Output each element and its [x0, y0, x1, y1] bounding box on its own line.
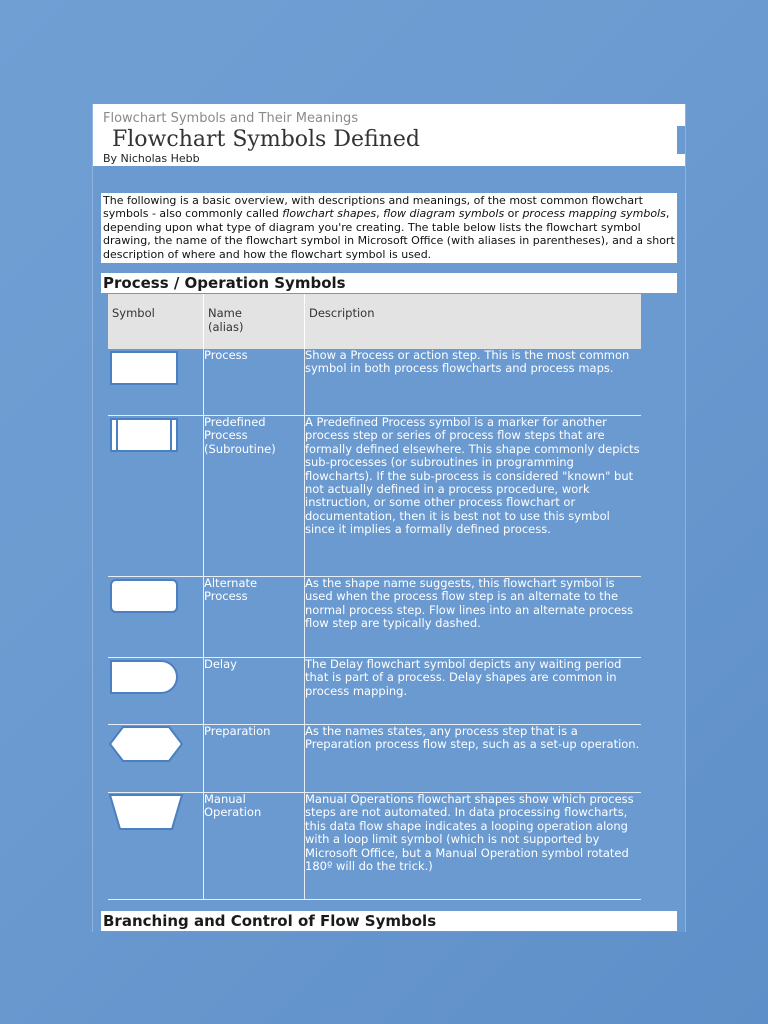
- column-header-name: [204, 294, 305, 349]
- symbol-name: Process: [204, 348, 248, 362]
- symbol-cell: [108, 658, 204, 725]
- table-header-row: [108, 294, 641, 349]
- description-cell: The Delay flowchart symbol depicts any waiting period that is part of a process. Delay shapes are common in process mapping.: [305, 658, 642, 725]
- symbol-name: Preparation: [204, 724, 271, 738]
- symbols-table: [108, 294, 641, 900]
- symbol-name: Predefined Process: [204, 415, 266, 443]
- preparation-shape-icon: [108, 725, 184, 763]
- intro-term-flow-diagram-symbols: flow diagram symbols: [383, 207, 505, 221]
- table-row: [108, 725, 641, 793]
- intro-separator-1: ,: [376, 207, 384, 221]
- process-shape-icon: [108, 349, 180, 387]
- column-header-symbol: Symbol: [108, 294, 204, 349]
- column-header-description: Description: [305, 294, 642, 349]
- intro-text-1: The following is a basic overview, with descriptions and meanings, of the most common flowchart symbols - also commonly called: [103, 194, 643, 221]
- column-header-name-label: Name: [208, 306, 242, 320]
- intro-text-2: , depending upon what type of diagram you're creating. The table below lists the flowchart symbol drawing, the name of the flowchart symbol in Microsoft Office (with aliases in parentheses), and a short description of where and how the flowchart symbol is used.: [103, 207, 675, 261]
- name-cell: [204, 349, 305, 416]
- intro-term-process-mapping-symbols: process mapping symbols: [522, 207, 666, 221]
- symbol-cell: [108, 349, 204, 416]
- header-box: [93, 104, 685, 166]
- byline: By Nicholas Hebb: [103, 152, 200, 165]
- name-cell: [204, 725, 305, 793]
- header-notch: [677, 126, 685, 154]
- intro-separator-2: or: [504, 207, 523, 221]
- column-header-alias-label: (alias): [208, 320, 244, 334]
- intro-term-flowchart-shapes: flowchart shapes: [282, 207, 377, 221]
- description-cell: As the names states, any process step that is a Preparation process flow step, such as a set-up operation.: [305, 725, 642, 793]
- symbol-name: Delay: [204, 657, 237, 671]
- symbol-name: Alternate Process: [204, 576, 258, 604]
- name-cell: [204, 658, 305, 725]
- symbol-cell: [108, 725, 204, 793]
- description-cell: Show a Process or action step. This is the most common symbol in both process flowcharts and process maps.: [305, 349, 642, 416]
- page-title: Flowchart Symbols Defined: [112, 127, 420, 152]
- series-title: Flowchart Symbols and Their Meanings: [103, 111, 359, 126]
- name-cell: [204, 577, 305, 658]
- symbol-alias: (Subroutine): [204, 441, 276, 456]
- description-cell: Manual Operations flowchart shapes show which process steps are not automated. In data processing flowcharts, this data flow shape indicates a looping operation along with a loop limit symbol (which is not supported by Microsoft Office, but a Manual Operation symbol rotated 180º will do the trick.): [305, 793, 642, 900]
- alternate-process-shape-icon: [108, 577, 180, 615]
- symbol-cell: [108, 416, 204, 577]
- table-row: [108, 793, 641, 900]
- symbol-name: Manual Operation: [204, 792, 262, 820]
- table-row: [108, 577, 641, 658]
- manual-operation-shape-icon: [108, 793, 184, 831]
- section-header-process: Process / Operation Symbols: [101, 273, 677, 293]
- symbol-cell: [108, 577, 204, 658]
- table-row: [108, 349, 641, 416]
- delay-shape-icon: [108, 658, 180, 696]
- name-cell: [204, 793, 305, 900]
- table-row: [108, 658, 641, 725]
- symbol-cell: [108, 793, 204, 900]
- document-page: [92, 104, 686, 932]
- name-cell: [204, 416, 305, 577]
- intro-paragraph: [101, 193, 677, 263]
- description-cell: A Predefined Process symbol is a marker for another process step or series of process flow steps that are formally defined elsewhere. This shape commonly depicts sub-processes (or subroutines in programming flowcharts). If the sub-process is considered "known" but not actually defined in a process procedure, work instruction, or some other process flowchart or documentation, then it is best not to use this symbol since it implies a formally defined process.: [305, 416, 642, 577]
- table-row: [108, 416, 641, 577]
- description-cell: As the shape name suggests, this flowchart symbol is used when the process flow step is an alternate to the normal process step. Flow lines into an alternate process flow step are typically dashed.: [305, 577, 642, 658]
- predefined-process-shape-icon: [108, 416, 180, 454]
- section-header-branching: Branching and Control of Flow Symbols: [101, 911, 677, 931]
